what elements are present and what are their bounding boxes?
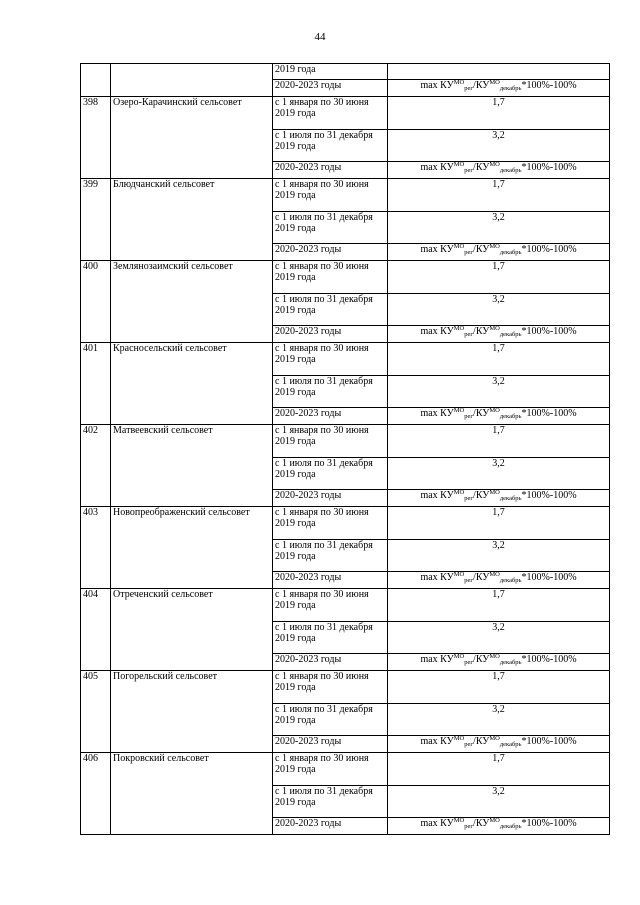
growth-formula: $\max КУ^{МО}_{рег}/КУ^{МО}_{декабрь}*100\%-100\%$: [420, 735, 577, 748]
period-first-half: с 1 января по 30 июня 2019 года: [273, 507, 388, 540]
municipality-name: Матвеевский сельсовет: [111, 425, 273, 507]
growth-formula: $\max КУ^{МО}_{рег}/КУ^{МО}_{декабрь}*100\%-100\%$: [420, 325, 577, 338]
value-first-half: 1,7: [388, 671, 610, 704]
table-row: [81, 343, 610, 376]
row-number: 402: [81, 425, 111, 507]
table-row: [81, 179, 610, 212]
growth-formula: $\max КУ^{МО}_{рег}/КУ^{МО}_{декабрь}*100\%-100\%$: [420, 407, 577, 420]
period-second-half: с 1 июля по 31 декабря 2019 года: [273, 294, 388, 326]
value-second-half: 3,2: [388, 294, 610, 326]
value-cell: [388, 64, 610, 80]
period-multi-year: 2020-2023 годы: [273, 408, 388, 425]
period-second-half: с 1 июля по 31 декабря 2019 года: [273, 540, 388, 572]
value-first-half: 1,7: [388, 343, 610, 376]
table-row: [81, 589, 610, 622]
row-number: 404: [81, 589, 111, 671]
period-second-half: с 1 июля по 31 декабря 2019 года: [273, 376, 388, 408]
period-first-half: с 1 января по 30 июня 2019 года: [273, 753, 388, 786]
period-first-half: с 1 января по 30 июня 2019 года: [273, 425, 388, 458]
period-second-half: с 1 июля по 31 декабря 2019 года: [273, 622, 388, 654]
period-first-half: с 1 января по 30 июня 2019 года: [273, 343, 388, 376]
row-number: 405: [81, 671, 111, 753]
growth-formula: $\max КУ^{МО}_{рег}/КУ^{МО}_{декабрь}*100\%-100\%$: [420, 243, 577, 256]
value-first-half: 1,7: [388, 589, 610, 622]
value-first-half: 1,7: [388, 261, 610, 294]
formula-cell: [388, 244, 610, 261]
value-second-half: 3,2: [388, 704, 610, 736]
row-number: 399: [81, 179, 111, 261]
formula-cell: [388, 654, 610, 671]
period-multi-year: 2020-2023 годы: [273, 490, 388, 507]
period-multi-year: 2020-2023 годы: [273, 326, 388, 343]
table-row: [81, 507, 610, 540]
period-first-half: с 1 января по 30 июня 2019 года: [273, 261, 388, 294]
municipality-name: [111, 64, 273, 97]
value-second-half: 3,2: [388, 458, 610, 490]
formula-cell: [388, 818, 610, 835]
growth-formula: $\max КУ^{МО}_{рег}/КУ^{МО}_{декабрь}*100\%-100\%$: [420, 653, 577, 666]
period-multi-year: 2020-2023 годы: [273, 736, 388, 753]
value-second-half: 3,2: [388, 212, 610, 244]
period-first-half: с 1 января по 30 июня 2019 года: [273, 97, 388, 130]
growth-formula: $\max КУ^{МО}_{рег}/КУ^{МО}_{декабрь}*100\%-100\%$: [420, 489, 577, 502]
municipality-name: Красносельский сельсовет: [111, 343, 273, 425]
tariff-table: [80, 63, 610, 835]
formula-cell: [388, 326, 610, 343]
value-second-half: 3,2: [388, 130, 610, 162]
period-second-half: с 1 июля по 31 декабря 2019 года: [273, 704, 388, 736]
value-second-half: 3,2: [388, 786, 610, 818]
row-number: [81, 64, 111, 97]
period-first-half: с 1 января по 30 июня 2019 года: [273, 671, 388, 704]
municipality-name: Озеро-Карачинский сельсовет: [111, 97, 273, 179]
table-row: [81, 261, 610, 294]
table-row: [81, 97, 610, 130]
period-first-half: с 1 января по 30 июня 2019 года: [273, 589, 388, 622]
municipality-name: Погорельский сельсовет: [111, 671, 273, 753]
row-number: 400: [81, 261, 111, 343]
period-second-half: с 1 июля по 31 декабря 2019 года: [273, 458, 388, 490]
period-multi-year: 2020-2023 годы: [273, 162, 388, 179]
row-number: 403: [81, 507, 111, 589]
value-first-half: 1,7: [388, 179, 610, 212]
table-row: [81, 425, 610, 458]
formula-cell: [388, 408, 610, 425]
formula-cell: [388, 162, 610, 179]
table-row: [81, 64, 610, 80]
formula-cell: [388, 80, 610, 97]
period-second-half: с 1 июля по 31 декабря 2019 года: [273, 130, 388, 162]
period-multi-year: 2020-2023 годы: [273, 654, 388, 671]
period-multi-year: 2020-2023 годы: [273, 244, 388, 261]
page-number: 44: [314, 31, 326, 43]
formula-cell: [388, 572, 610, 589]
formula-cell: [388, 490, 610, 507]
municipality-name: Новопреображенский сельсовет: [111, 507, 273, 589]
growth-formula: $\max КУ^{МО}_{рег}/КУ^{МО}_{декабрь}*100\%-100\%$: [420, 571, 577, 584]
value-second-half: 3,2: [388, 376, 610, 408]
row-number: 406: [81, 753, 111, 835]
period-cell: 2020-2023 годы: [273, 80, 388, 97]
period-first-half: с 1 января по 30 июня 2019 года: [273, 179, 388, 212]
table-row: [81, 671, 610, 704]
growth-formula: $\max КУ^{МО}_{рег}/КУ^{МО}_{декабрь}*100\%-100\%$: [420, 79, 577, 92]
municipality-name: Покровский сельсовет: [111, 753, 273, 835]
growth-formula: $\max КУ^{МО}_{рег}/КУ^{МО}_{декабрь}*100\%-100\%$: [420, 161, 577, 174]
row-number: 401: [81, 343, 111, 425]
value-first-half: 1,7: [388, 753, 610, 786]
municipality-name: Землянозаимский сельсовет: [111, 261, 273, 343]
period-multi-year: 2020-2023 годы: [273, 818, 388, 835]
table-row: [81, 753, 610, 786]
period-multi-year: 2020-2023 годы: [273, 572, 388, 589]
row-number: 398: [81, 97, 111, 179]
period-cell: 2019 года: [273, 64, 388, 80]
value-second-half: 3,2: [388, 540, 610, 572]
municipality-name: Отреченский сельсовет: [111, 589, 273, 671]
value-first-half: 1,7: [388, 507, 610, 540]
formula-cell: [388, 736, 610, 753]
growth-formula: $\max КУ^{МО}_{рег}/КУ^{МО}_{декабрь}*100\%-100\%$: [420, 817, 577, 830]
period-second-half: с 1 июля по 31 декабря 2019 года: [273, 212, 388, 244]
value-second-half: 3,2: [388, 622, 610, 654]
municipality-name: Блюдчанский сельсовет: [111, 179, 273, 261]
period-second-half: с 1 июля по 31 декабря 2019 года: [273, 786, 388, 818]
value-first-half: 1,7: [388, 425, 610, 458]
value-first-half: 1,7: [388, 97, 610, 130]
